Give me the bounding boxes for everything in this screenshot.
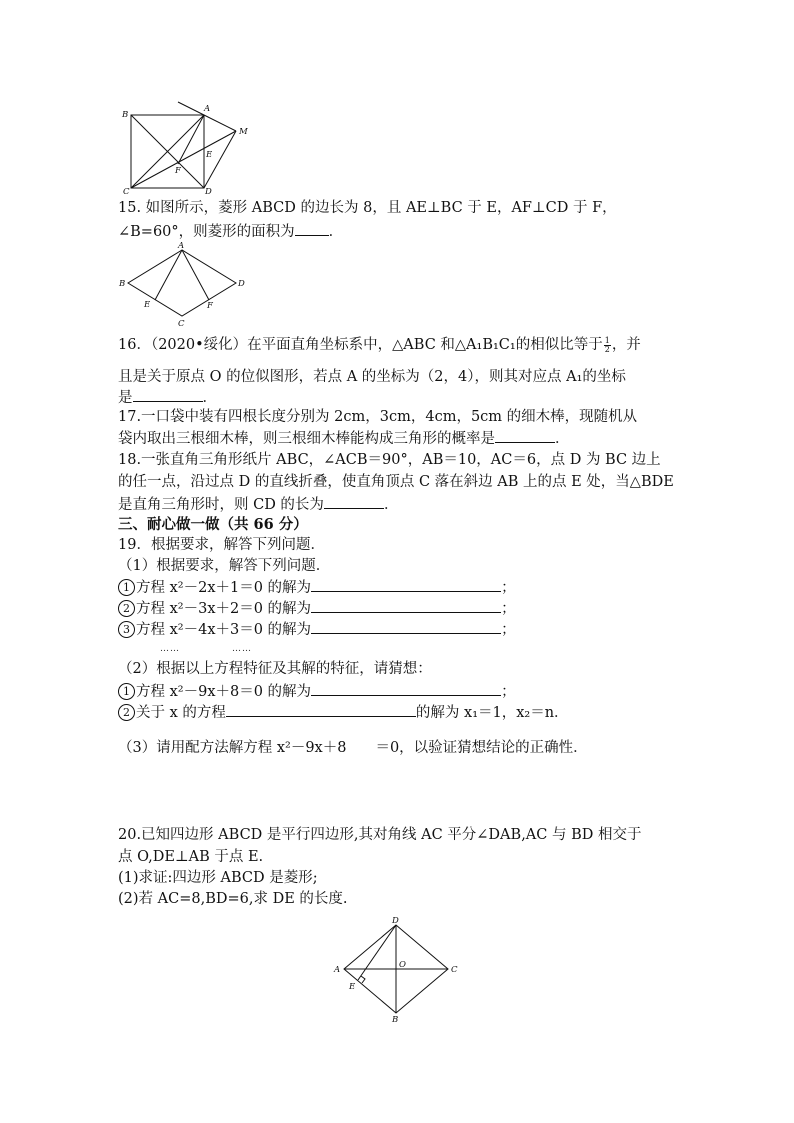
q20-line1: 20.已知四边形 ABCD 是平行四边形,其对角线 AC 平分∠DAB,AC 与 BD 相交于 <box>118 827 642 843</box>
q15-line2 <box>118 221 343 242</box>
q15-end: ． <box>328 224 344 240</box>
label-A: A <box>204 104 211 114</box>
q19-item2-end: ； <box>501 601 516 617</box>
circled-number: 2 <box>118 600 135 617</box>
q19-item2 <box>118 598 516 619</box>
q19-item1-text: 方程 x²－2x＋1＝0 的解为 <box>136 580 312 596</box>
frac-num: 1 <box>604 335 610 345</box>
figure-rhombus-q15 <box>118 240 253 328</box>
q20-sub1: (1)求证:四边形 ABCD 是菱形; <box>118 870 318 886</box>
q19-item4-blank[interactable] <box>311 681 501 696</box>
q18-text: 是直角三角形时，则 CD 的长为 <box>118 497 324 513</box>
label-F: F <box>175 166 181 176</box>
q19-item4 <box>118 681 516 702</box>
q16-text: 16．（2020•绥化）在平面直角坐标系中，△ABC 和△A₁B₁C₁的相似比等于 <box>118 337 603 353</box>
q20-sub2: (2)若 AC=8,BD=6,求 DE 的长度. <box>118 891 348 907</box>
q19-item5-end: 的解为 x₁＝1，x₂＝n． <box>415 705 569 721</box>
q17-answer-blank[interactable] <box>495 428 555 443</box>
q19-part2: （2）根据以上方程特征及其解的特征，请猜想： <box>118 661 432 677</box>
label-M: M <box>239 127 248 137</box>
q19-item5 <box>118 702 569 723</box>
label-O: O <box>399 960 406 970</box>
label-E: E <box>144 300 151 310</box>
label-C: C <box>123 187 130 196</box>
label-A: A <box>334 965 341 975</box>
section-heading: 三、耐心做一做（共 66 分） <box>118 516 308 533</box>
label-D: D <box>392 916 399 926</box>
q19-item1-end: ； <box>501 580 516 596</box>
q18-end: ． <box>383 497 399 513</box>
label-D: D <box>205 187 212 196</box>
circled-number: 1 <box>118 579 135 596</box>
q19-item5-text: 关于 x 的方程 <box>136 705 226 721</box>
q15-line1: 15. 如图所示，菱形 ABCD 的边长为 8，且 AE⊥BC 于 E，AF⊥CD 于 F， <box>118 200 617 216</box>
q19-title: 19．根据要求，解答下列问题． <box>118 537 325 553</box>
q17-line1: 17.一口袋中装有四根长度分别为 2cm，3cm，4cm，5cm 的细木棒，现随机从 <box>118 409 638 425</box>
q17-line2 <box>118 428 570 449</box>
q19-item5-blank[interactable] <box>226 702 416 717</box>
label-E: E <box>349 982 356 992</box>
figure-rhombus-q20 <box>330 915 465 1025</box>
circled-number: 1 <box>118 683 135 700</box>
q19-item4-text: 方程 x²－9x＋8＝0 的解为 <box>136 684 312 700</box>
q16-end: ． <box>202 390 217 406</box>
ellipsis-1: …… <box>160 644 180 654</box>
q18-answer-blank[interactable] <box>324 494 384 509</box>
circled-number: 2 <box>118 704 135 721</box>
label-F: F <box>207 301 213 311</box>
q17-end: ． <box>555 431 570 447</box>
q19-item3 <box>118 619 516 640</box>
q15-text: ∠B=60°，则菱形的面积为 <box>118 224 295 240</box>
label-B: B <box>119 279 126 289</box>
q19-item3-blank[interactable] <box>311 619 501 634</box>
q16-line3 <box>118 387 217 408</box>
q15-answer-blank[interactable] <box>295 221 329 236</box>
q19-item1-blank[interactable] <box>311 577 501 592</box>
label-D: D <box>238 279 245 289</box>
figure-square-abcd <box>118 100 258 196</box>
q16-text-end: ，并 <box>611 337 641 353</box>
label-B: B <box>122 110 129 120</box>
q19-part3: （3）请用配方法解方程 x²－9x＋8 ＝0，以验证猜想结论的正确性． <box>118 740 588 756</box>
q20-line2: 点 O,DE⊥AB 于点 E. <box>118 849 264 865</box>
q18-line1: 18.一张直角三角形纸片 ABC，∠ACB＝90°，AB＝10，AC＝6，点 D 为 BC 边上 <box>118 452 661 468</box>
q16-prefix: 是 <box>118 390 133 406</box>
q17-text: 袋内取出三根细木棒，则三根细木棒能构成三角形的概率是 <box>118 431 495 447</box>
q16-line1 <box>118 335 641 355</box>
q19-item2-text: 方程 x²－3x＋2＝0 的解为 <box>136 601 312 617</box>
label-C: C <box>178 319 185 328</box>
label-E: E <box>206 150 213 160</box>
q19-item4-end: ； <box>501 684 516 700</box>
q16-answer-blank[interactable] <box>133 387 203 402</box>
ellipsis-2: …… <box>232 644 252 654</box>
q16-line2: 且是关于原点 O 的位似图形，若点 A 的坐标为（2，4），则其对应点 A₁的坐标 <box>118 369 626 385</box>
circled-number: 3 <box>118 621 135 638</box>
label-B: B <box>392 1015 399 1025</box>
label-A: A <box>178 241 185 251</box>
label-C: C <box>451 965 458 975</box>
frac-den: 2 <box>604 344 610 354</box>
q19-item3-text: 方程 x²－4x＋3＝0 的解为 <box>136 622 312 638</box>
q19-item1 <box>118 577 516 598</box>
q19-part1: （1）根据要求，解答下列问题． <box>118 558 331 574</box>
q18-line3 <box>118 494 398 515</box>
fraction-one-half <box>604 337 611 354</box>
q19-item2-blank[interactable] <box>311 598 501 613</box>
q18-line2: 的任一点，沿过点 D 的直线折叠，使直角顶点 C 落在斜边 AB 上的点 E 处，当△BDE <box>118 474 674 490</box>
q19-item3-end: ； <box>501 622 516 638</box>
